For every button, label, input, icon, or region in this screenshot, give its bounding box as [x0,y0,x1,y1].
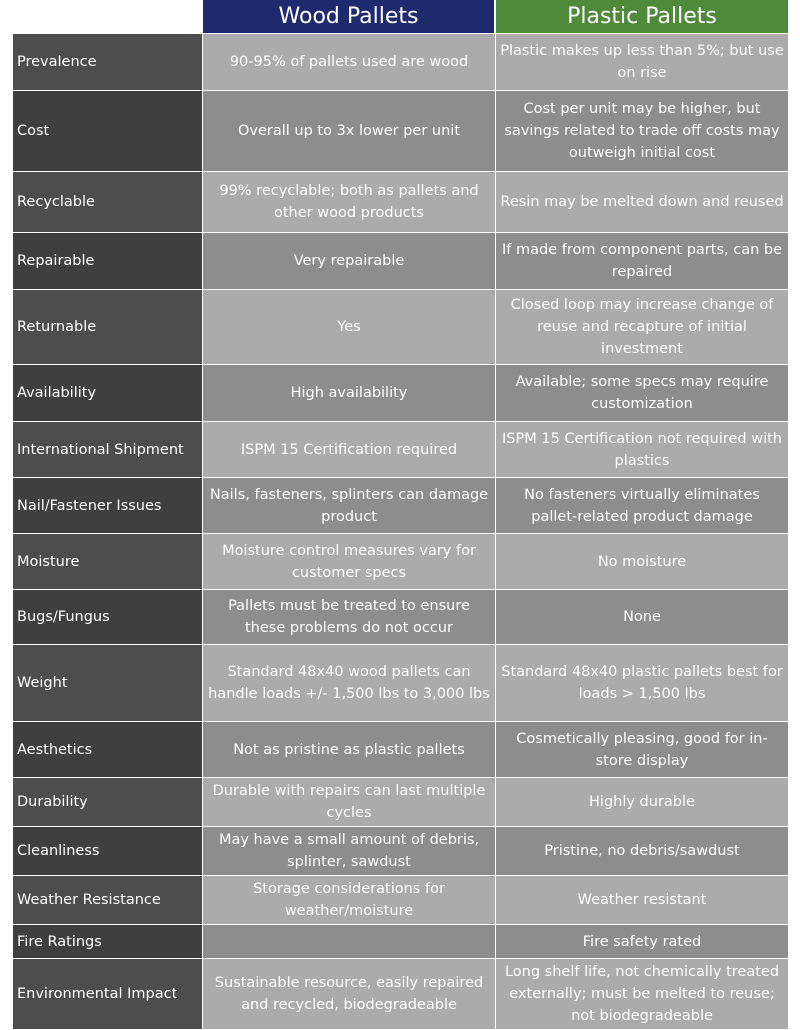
wood-cell: Moisture control measures vary for customer specs [203,534,496,590]
wood-cell: Overall up to 3x lower per unit [203,91,496,172]
plastic-cell: None [496,590,789,645]
wood-pallets-header: Wood Pallets [203,0,494,33]
wood-cell: ISPM 15 Certification required [203,422,496,478]
plastic-cell: Weather resistant [496,876,789,925]
row-label: Cost [13,91,203,172]
row-label: Cleanliness [13,827,203,876]
row-label: Repairable [13,233,203,290]
wood-cell: Standard 48x40 wood pallets can handle loads +/- 1,500 lbs to 3,000 lbs [203,645,496,722]
table-row [13,91,789,172]
table-row [13,722,789,778]
table-row [13,645,789,722]
wood-cell: Pallets must be treated to ensure these problems do not occur [203,590,496,645]
plastic-cell: Standard 48x40 plastic pallets best for loads > 1,500 lbs [496,645,789,722]
comparison-table [12,33,789,1030]
plastic-pallets-header: Plastic Pallets [496,0,788,33]
row-label: Availability [13,365,203,422]
table-row [13,959,789,1030]
table-row [13,925,789,959]
plastic-cell: Plastic makes up less than 5%; but use on rise [496,34,789,91]
table-row [13,365,789,422]
row-label: Nail/Fastener Issues [13,478,203,534]
row-label: Prevalence [13,34,203,91]
table-row [13,827,789,876]
table-row [13,778,789,827]
wood-cell: High availability [203,365,496,422]
table-row [13,34,789,91]
plastic-cell: Closed loop may increase change of reuse and recapture of initial investment [496,290,789,365]
wood-cell: Yes [203,290,496,365]
table-row [13,290,789,365]
table-row [13,534,789,590]
row-label: Fire Ratings [13,925,203,959]
table-row [13,233,789,290]
row-label: Weight [13,645,203,722]
table-row [13,422,789,478]
wood-cell: Storage considerations for weather/moisture [203,876,496,925]
row-label: Recyclable [13,172,203,233]
row-label: Environmental Impact [13,959,203,1030]
wood-cell: May have a small amount of debris, splinter, sawdust [203,827,496,876]
plastic-cell: No moisture [496,534,789,590]
row-label: Durability [13,778,203,827]
row-label: Moisture [13,534,203,590]
table-row [13,876,789,925]
table-row [13,172,789,233]
row-label: Returnable [13,290,203,365]
plastic-cell: Fire safety rated [496,925,789,959]
plastic-cell: Resin may be melted down and reused [496,172,789,233]
wood-cell: Not as pristine as plastic pallets [203,722,496,778]
plastic-cell: Cosmetically pleasing, good for in-store display [496,722,789,778]
plastic-cell: Long shelf life, not chemically treated externally; must be melted to reuse; not biodegradeable [496,959,789,1030]
wood-cell: Nails, fasteners, splinters can damage product [203,478,496,534]
plastic-cell: Cost per unit may be higher, but savings related to trade off costs may outweigh initial cost [496,91,789,172]
wood-cell: Very repairable [203,233,496,290]
plastic-cell: Highly durable [496,778,789,827]
row-label: Bugs/Fungus [13,590,203,645]
plastic-cell: Pristine, no debris/sawdust [496,827,789,876]
wood-cell: Durable with repairs can last multiple cycles [203,778,496,827]
wood-cell: Sustainable resource, easily repaired and recycled, biodegradeable [203,959,496,1030]
plastic-cell: Available; some specs may require customization [496,365,789,422]
plastic-cell: ISPM 15 Certification not required with plastics [496,422,789,478]
wood-cell: 99% recyclable; both as pallets and other wood products [203,172,496,233]
wood-cell [203,925,496,959]
plastic-cell: If made from component parts, can be repaired [496,233,789,290]
plastic-cell: No fasteners virtually eliminates pallet-related product damage [496,478,789,534]
row-label: Weather Resistance [13,876,203,925]
table-row [13,590,789,645]
table-row [13,478,789,534]
wood-cell: 90-95% of pallets used are wood [203,34,496,91]
row-label: International Shipment [13,422,203,478]
row-label: Aesthetics [13,722,203,778]
